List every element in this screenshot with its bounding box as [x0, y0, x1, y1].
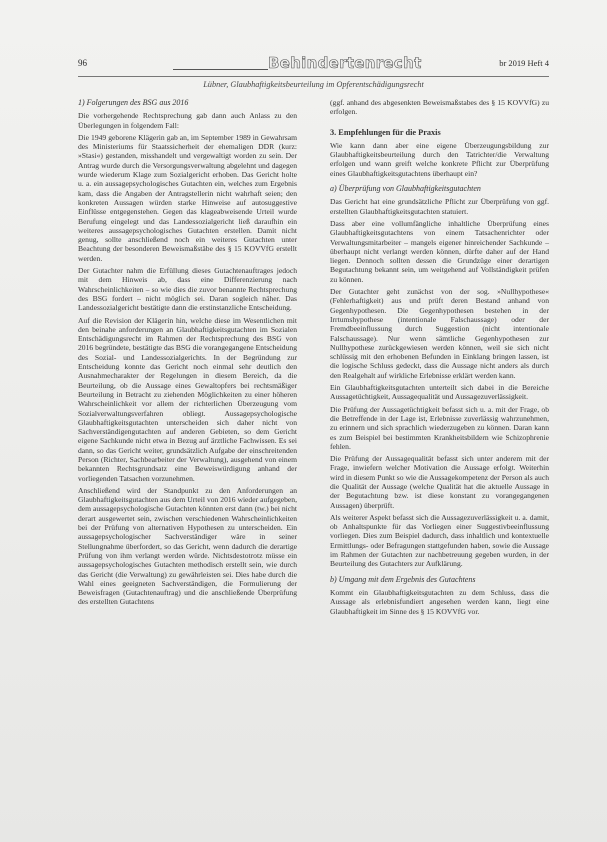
subsection-heading: b) Umgang mit dem Ergebnis des Gutachtens: [330, 574, 476, 584]
page-number: 96: [78, 58, 87, 68]
page-header: [78, 54, 549, 76]
right-column: [330, 98, 549, 619]
paragraph: Die Prüfung der Aussagequalität befasst sich unter anderem mit der Frage, inwiefern welcher Motivation die Aussage erfolgt. Weiterhin wird in diesem Punkt so wie die Aussagekompetenz der Person als auch die Qualität der Aussage (welche Qualität hat die aktuelle Aussage in der Begutachtung bzw. ist diese konstant zu vorangegangenen Aussagen) überprüft.: [330, 454, 549, 510]
paragraph: Auf die Revision der Klägerin hin, welche diese im Wesentlichen mit den beinahe anforderungen an Glaubhaftigkeitsgutachten im Sozialen Entschädigungsrecht im Rahmen der Rechtsprechung des BSG von 2016 begründete, bestätigte das BSG die vorangegangene Entscheidung des Sozial- und Landessozialgerichts. In der Begründung zur Entscheidung konnte das Gericht noch einmal sehr deutlich den Ausnahmecharakter der Regelungen in diesem Bereich, da die Beurteilung, ob die Aussage eines Gewaltopfers bei rechtsmäßiger Beurteilung in Betracht zu ziehenden Möglichkeiten zu einer höheren Wahrscheinlichkeit vor allem der richterlichen Überzeugung vom Sozialverwaltungsverfahren obliegt. Aussagepsychologische Glaubhaftigkeitsgutachten unterscheiden sich daher nicht von Sachverständigengutachten auf anderen Gebieten, so dem Gericht eigene Sachkunde nicht etwa in Bezug auf ärztliche Fachwissen. Es sei dann, so das Gericht weiter, grundsätzlich Aufgabe der einschreitenden Person (Richter, Sachbearbeiter der Verwaltung), ausgehend von einem bekannten Rechtsgrundsatz eine Beweiswürdigung anhand der vorliegenden Tatsachen vorzunehmen.: [78, 315, 297, 483]
issue-label: br 2019 Heft 4: [499, 58, 549, 68]
section-heading: 1) Folgerungen des BSG aus 2016: [78, 98, 189, 107]
paragraph: Die 1949 geborene Klägerin gab an, im September 1989 in Gewahrsam des Ministeriums für Staatssicherheit der ehemaligen DDR (kurz: »Stasi«) gestanden, misshandelt und vergewaltigt worden zu sein. Der Antrag wurde durch die Versorgungsverwaltung abgelehnt und dagegen wurde wiederum Klage zum Sozialgericht erhoben. Das Gericht holte u. a. ein aussagepsychologisches Gutachten ein, welches zum Ergebnis kam, dass die Angaben der Antragstellerin nicht wahrhaft seien; den konkreten Aussagen würden starke Hinweise auf autosuggestive Einflüsse entgegenstehen. Gegen das klageabweisende Urteil wurde Berufung eingelegt und das Landessozialgericht ließ daraufhin ein weiteres aussagepsychologisches Gutachten erstellen. Damit nicht genug, sollte anschließend noch ein weiteres Gutachten unter Beachtung der besonderen Beweismaßstäbe des § 15 KOVVfG erstellt werden.: [78, 132, 297, 263]
paragraph: Der Gutachter nahm die Erfüllung dieses Gutachtenauftrages jedoch mit dem Hinweis ab, dass eine Differenzierung nach Wahrscheinlichkeiten – so wie dies die zuvor benannte Rechtsprechung des BSG fordert – nicht möglich sei. Daran sogleich näher. Das Landessozialgericht bestätigte dann die erstinstanzliche Entscheidung.: [78, 266, 297, 313]
subsection-heading: a) Überprüfung von Glaubhaftigkeitsgutachten: [330, 184, 481, 194]
section-heading: 3. Empfehlungen für die Praxis: [330, 127, 441, 137]
paragraph: Das Gericht hat eine grundsätzliche Pflicht zur Überprüfung von ggf. erstellten Glaubhaftigkeitsgutachten statuiert.: [330, 197, 549, 216]
paragraph: Kommt ein Glaubhaftigkeitsgutachten zu dem Schluss, dass die Aussage als erlebnisfundiert angesehen werden kann, liegt eine Glaubhaftigkeit im Sinne des § 15 KOVVfG vor.: [330, 587, 549, 616]
article-running-title: Lübner, Glaubhaftigkeitsbeurteilung im Opferentschädigungsrecht: [203, 80, 424, 89]
header-divider: [173, 69, 268, 70]
paragraph: Wie kann dann aber eine eigene Überzeugungsbildung zur Glaubhaftigkeitsbeurteilung durch den Tatrichter/die Verwaltung erfolgen und wann greift welche konkrete Pflicht zur Überprüfung eines Glaubhaftigkeitsgutachtens überhaupt ein?: [330, 140, 549, 178]
paragraph: Dass aber eine vollumfängliche inhaltliche Überprüfung eines Glaubhaftigkeitsgutachtens von einem Tatsachenrichter oder Verwaltungsmitarbeiter – mangels eigener hinreichender Sachkunde – überhaupt nicht verlangt werden können, dürfte daher auf der Hand liegen. Dennoch sollten dessen die Grundzüge einer derartigen Begutachtung bekannt sein, um weitgehend auf Vollständigkeit prüfen zu können.: [330, 218, 549, 284]
paragraph: Anschließend wird der Standpunkt zu den Anforderungen an Glaubhaftigkeitsgutachten aus dem Urteil von 2016 wieder aufgegeben, dem aussagepsychologische Gutachten könnten erst dann (tw.) bei nicht derart ausgewertet sein, zwischen verschiedenen Wahrscheinlichkeiten bei der Prüfung von alternativen Hypothesen zu unterscheiden. Ein aussagepsychologischer Sachverständiger wäre in seiner Stellungnahme überfordert, so das Gericht, wenn dadurch die derartige Prüfung von ihm verlangt werden würde. Nichtsdestotrotz müsse ein aussagepsychologisches Gutachten methodisch erstellt sein, wie durch das Gericht (die Verwaltung) zu gewährleisten sei. Dies habe durch die Wahl eines geeigneten Sachverständigen, die Formulierung der Beweisfragen (Gutachtenauftrag) und die anschließende Überprüfung des erstellten Gutachtens: [78, 485, 297, 607]
header-rule: [78, 76, 549, 77]
paragraph: Als weiterer Aspekt befasst sich die Aussagezuverlässigkeit u. a. damit, ob Anhaltspunkte für das Vorliegen einer Suggestivbeeinflussung vorliegen. Dies zum Beispiel dadurch, dass inhaltlich und kontextuelle Ermittlungs- oder Befragungen stattgefunden haben, sowie die Aussage im Rahmen der Gutachten zur nachbetreuung gegeben wurden, in der Beurteilung des Gutachters zur Aufklärung.: [330, 512, 549, 569]
left-column: [78, 98, 297, 610]
paragraph: Die Prüfung der Aussagetüchtigkeit befasst sich u. a. mit der Frage, ob die Betreffende in der Lage ist, Erlebnisse zuverlässig wahrzunehmen, zu erinnern und sich sprachlich wiederzugeben zu können. Daran kann es zum Beispiel bei bestimmten Krankheitsbildern wie Schizophrenie fehlen.: [330, 404, 549, 451]
paragraph: (ggf. anhand des abgesenkten Beweismaßstabes des § 15 KOVVfG) zu erfolgen.: [330, 98, 549, 117]
paragraph: Ein Glaubhaftigkeitsgutachten unterteilt sich dabei in die Bereiche Aussagetüchtigkeit, Aussagequalität und Aussagezuverlässigkeit.: [330, 383, 549, 402]
paragraph: Die vorhergehende Rechtsprechung gab dann auch Anlass zu den Überlegungen in folgendem Fall:: [78, 111, 297, 130]
paragraph: Der Gutachter geht zunächst von der sog. »Nullhypothese« (Fehlerhaftigkeit) aus und prüft deren Bestand anhand von Gegenhypothesen. Die Gegenhypothesen bestehen in der Irrtumshypothese (intentionale Falschaussage) oder der Fremdbeeinflussung durch Suggestion (nicht intentionale Falschaussage). Nur wenn sämtliche Gegenhypothesen zur Nullhypothese zurückgewiesen werden können, weil sie sich nicht schlüssig mit den erhobenen Befunden in Einklang bringen lassen, ist die logische Schluss gedeckt, dass die Aussage nicht anders als durch den Realgehalt auf wirkliche Erlebnisse erklärt werden kann.: [330, 287, 549, 380]
journal-title: Behindertenrecht: [268, 54, 422, 72]
